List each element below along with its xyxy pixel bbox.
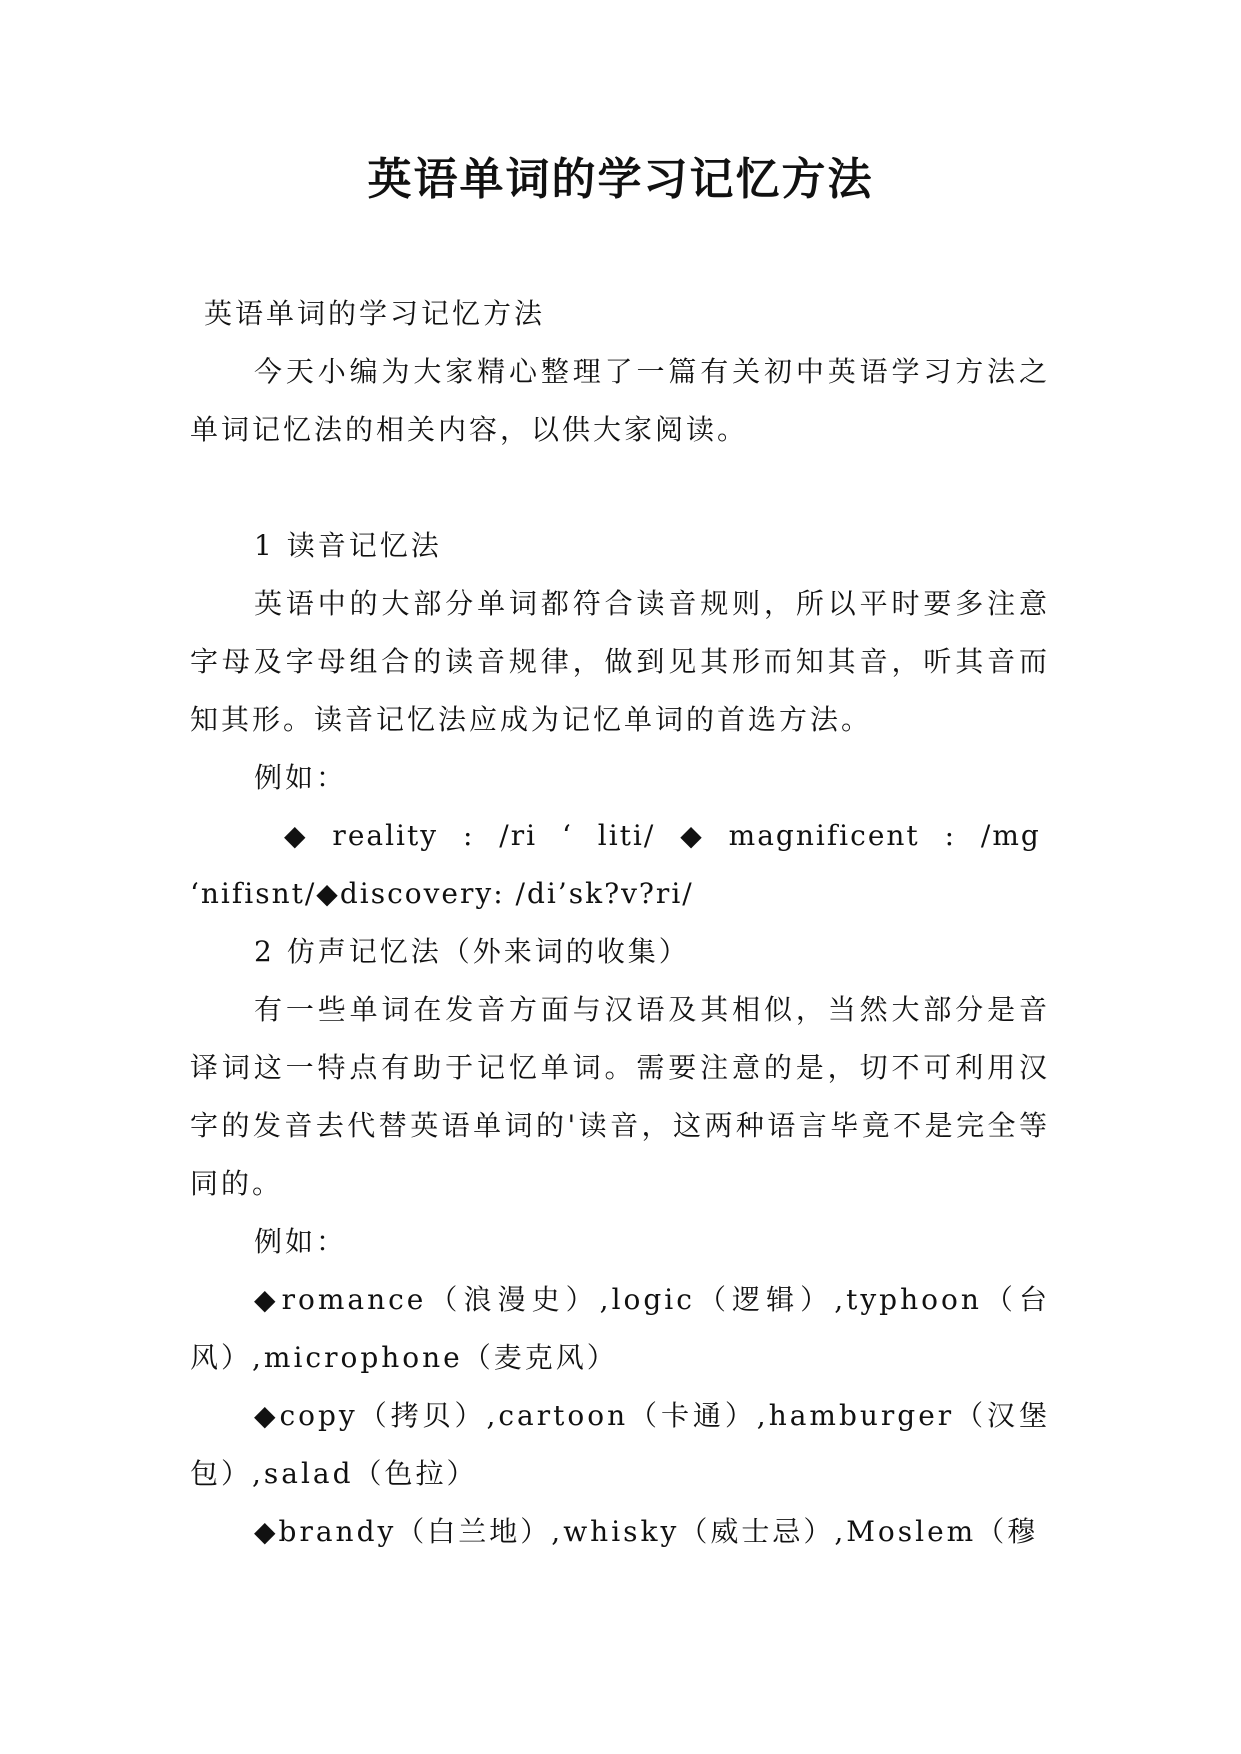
- section2-example-item: ◆copy（拷贝）,cartoon（卡通）,hamburger（汉堡包）,salad（色拉）: [190, 1399, 1050, 1490]
- section2-body: 有一些单词在发音方面与汉语及其相似，当然大部分是音译词这一特点有助于记忆单词。需要注意的是，切不可利用汉字的发音去代替英语单词的'读音，这两种语言毕竟不是完全等同的。: [190, 993, 1050, 1200]
- subtitle: 英语单词的学习记忆方法: [204, 297, 546, 330]
- section2-heading: 2 仿声记忆法（外来词的收集）: [254, 935, 690, 968]
- document-body: [190, 285, 1050, 1561]
- section1-example-label: 例如：: [254, 761, 348, 794]
- section1-example-line: ‘nifisnt/◆discovery: /di’sk?v?ri/: [190, 877, 694, 910]
- section2-example-item: ◆romance（浪漫史）,logic（逻辑）,typhoon（台风）,microphone（麦克风）: [190, 1283, 1050, 1374]
- section1-heading: 1 读音记忆法: [254, 529, 442, 562]
- section2-example-label: 例如：: [254, 1225, 348, 1258]
- section1-body: 英语中的大部分单词都符合读音规则，所以平时要多注意字母及字母组合的读音规律，做到见其形而知其音，听其音而知其形。读音记忆法应成为记忆单词的首选方法。: [190, 587, 1050, 736]
- section2-example-item: ◆brandy（白兰地）,whisky（威士忌）,Moslem（穆: [254, 1515, 1039, 1548]
- section1-example-line: ◆ reality : /ri ‘ liti/ ◆ magnificent : /mg: [284, 819, 1041, 852]
- paragraph-gap: [190, 459, 1050, 517]
- intro-paragraph: 今天小编为大家精心整理了一篇有关初中英语学习方法之单词记忆法的相关内容，以供大家阅读。: [190, 355, 1050, 446]
- document-title: 英语单词的学习记忆方法: [367, 154, 874, 205]
